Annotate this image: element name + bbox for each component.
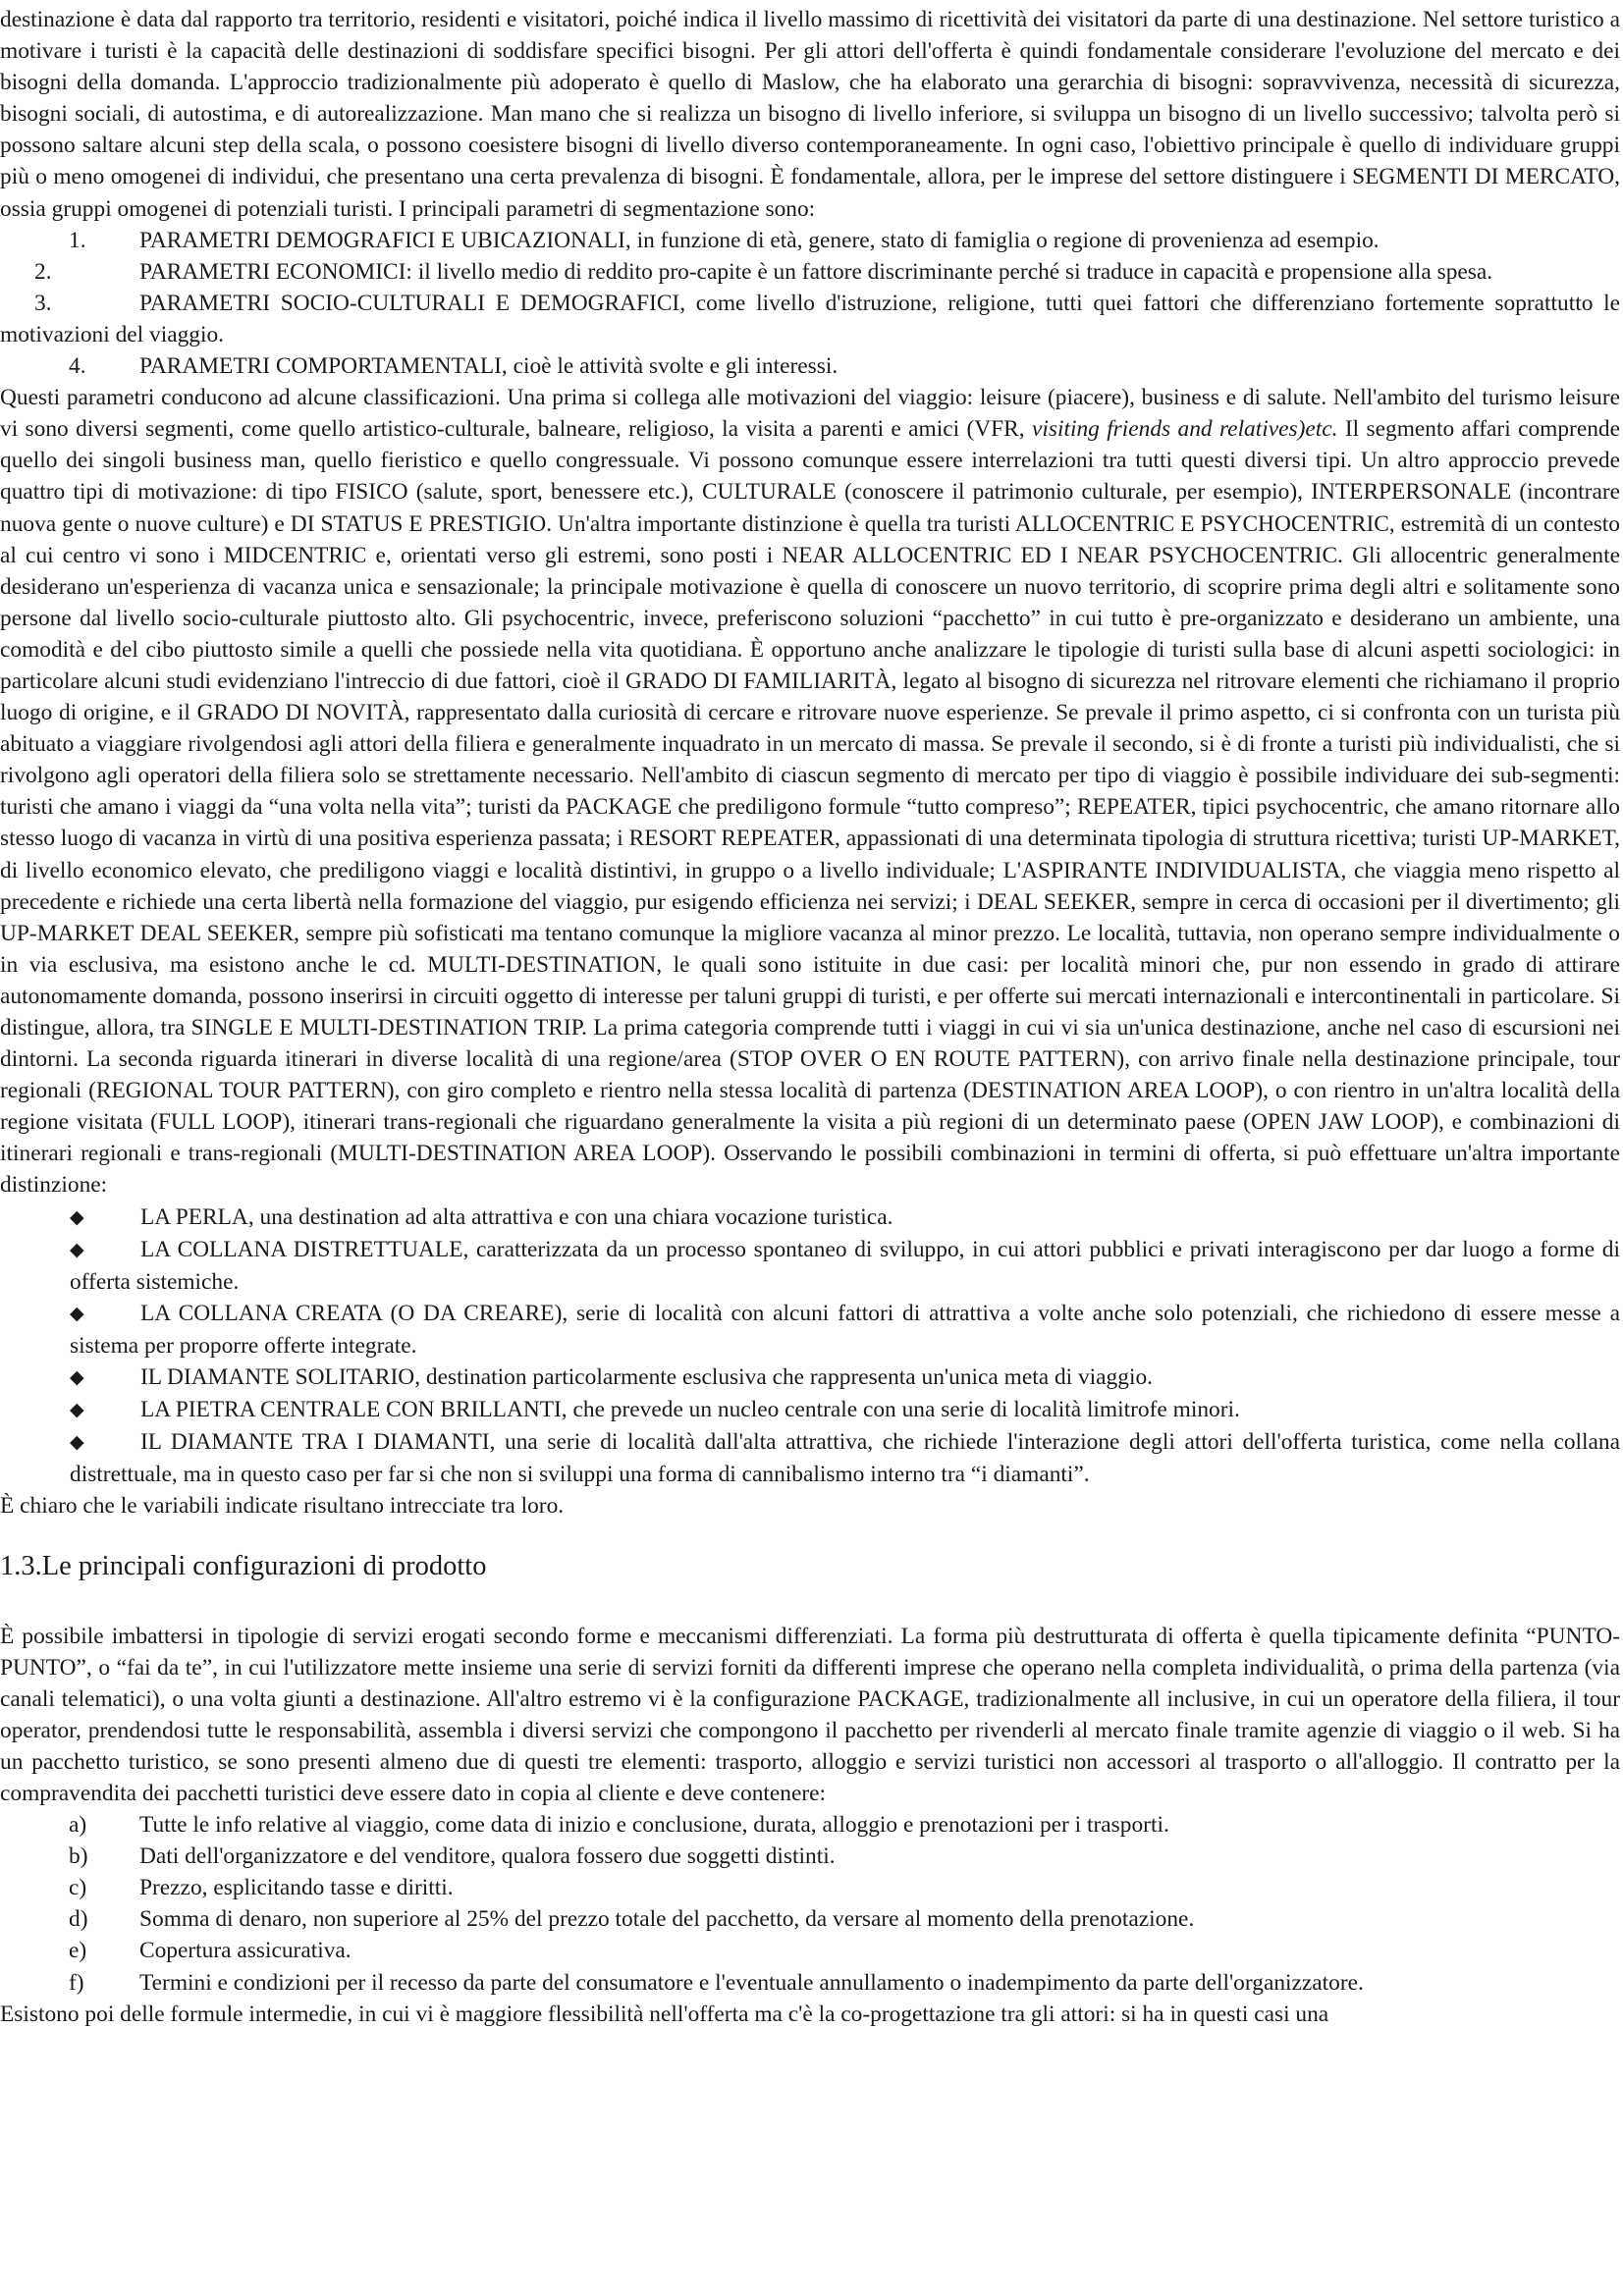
list-item [0, 1201, 1620, 1234]
list-item [0, 256, 1620, 288]
diamond-bullet-icon: ◆ [70, 1432, 84, 1454]
list-item [0, 1394, 1620, 1426]
list-marker: 4. [69, 353, 86, 380]
list-item [0, 1362, 1620, 1394]
section-heading: 1.3.Le principali configurazioni di prodotto [0, 1550, 487, 1581]
list-marker: e) [69, 1938, 87, 1964]
diamond-bullet-icon: ◆ [70, 1303, 84, 1324]
text-column [0, 4, 1620, 2030]
paragraph-classifications [0, 382, 1620, 1201]
list-item-text: IL DIAMANTE TRA I DIAMANTI, una serie di località dall'alta attrattiva, che richiede l'interazione degli attori dell'offerta turistica, come nella collana distrettuale, ma in questo caso per far si che non si sviluppi una forma di cannibalismo interno tra “i diamanti”. [70, 1429, 1620, 1488]
list-item-text: Somma di denaro, non superiore al 25% del prezzo totale del pacchetto, da versare al momento della prenotazione. [139, 1906, 1195, 1933]
list-marker: 3. [34, 290, 52, 316]
list-marker: d) [69, 1906, 88, 1933]
diamond-bullet-icon: ◆ [70, 1400, 84, 1421]
parameters-list [0, 225, 1620, 382]
list-item [0, 1967, 1620, 1999]
contract-items-list [0, 1809, 1620, 1999]
paragraph-italic-text: visiting friends and relatives)etc. [1031, 416, 1338, 443]
list-item-text: IL DIAMANTE SOLITARIO, destination particolarmente esclusiva che rappresenta un'unica meta di viaggio. [140, 1364, 1153, 1391]
list-item-text: Copertura assicurativa. [139, 1938, 352, 1964]
list-item-text: LA COLLANA DISTRETTUALE, caratterizzata da un processo spontaneo di sviluppo, in cui attori pubblici e privati interagiscono per dar luogo a forme di offerta sistemiche. [70, 1236, 1620, 1295]
list-marker: b) [69, 1843, 88, 1870]
list-item-text: Dati dell'organizzatore e del venditore, qualora fossero due soggetti distinti. [139, 1843, 836, 1870]
list-item-text: PARAMETRI SOCIO-CULTURALI E DEMOGRAFICI, come livello d'istruzione, religione, tutti quei fattori che differenziano fortemente soprattutto le motivazioni del viaggio. [0, 290, 1620, 347]
list-marker: a) [69, 1812, 87, 1839]
paragraph-intro: destinazione è data dal rapporto tra territorio, residenti e visitatori, poiché indica il livello massimo di ricettività dei visitatori da parte di una destinazione. Nel settore turistico a motivare i turisti è la capacità delle destinazioni di soddisfare specifici bisogni. Per gli attori dell'offerta è quindi fondamentale considerare l'evoluzione del mercato e dei bisogni della domanda. L'approccio tradizionalmente più adoperato è quello di Maslow, che ha elaborato una gerarchia di bisogni: sopravvivenza, necessità di sicurezza, bisogni sociali, di autostima, e di autorealizzazione. Man mano che si realizza un bisogno di livello inferiore, si sviluppa un bisogno di un livello successivo; talvolta però si possono saltare alcuni step della scala, o possono coesistere bisogni di livello diverso contemporaneamente. In ogni caso, l'obiettivo principale è quello di individuare gruppi più o meno omogenei di individui, che presentano una certa prevalenza di bisogni. È fondamentale, allora, per le imprese del settore distinguere i SEGMENTI DI MERCATO, ossia gruppi omogenei di potenziali turisti. I principali parametri di segmentazione sono: [0, 7, 1620, 222]
list-item [0, 1809, 1620, 1841]
diamond-bullet-icon: ◆ [70, 1239, 84, 1260]
list-item [0, 1903, 1620, 1935]
list-item-text: LA COLLANA CREATA (O DA CREARE), serie di località con alcuni fattori di attrattiva a volte anche solo potenziali, che richiedono di essere messe a sistema per proporre offerte integrate. [70, 1300, 1620, 1359]
list-item-text: LA PIETRA CENTRALE CON BRILLANTI, che prevede un nucleo centrale con una serie di località limitrofe minori. [140, 1397, 1240, 1423]
list-item-text: PARAMETRI DEMOGRAFICI E UBICAZIONALI, in funzione di età, genere, stato di famiglia o regione di provenienza ad esempio. [139, 227, 1380, 253]
list-item [0, 225, 1620, 256]
list-item [0, 350, 1620, 382]
list-marker: c) [69, 1875, 87, 1901]
list-item-text: Termini e condizioni per il recesso da parte del consumatore e l'eventuale annullamento o inadempimento da parte dell'organizzatore. [139, 1969, 1364, 1996]
list-item [0, 1234, 1620, 1298]
list-item-text: Tutte le info relative al viaggio, come data di inizio e conclusione, durata, alloggio e prenotazioni per i trasporti. [139, 1812, 1169, 1839]
offer-types-list [0, 1201, 1620, 1491]
list-item-text: LA PERLA, una destination ad alta attrattiva e con una chiara vocazione turistica. [140, 1203, 893, 1230]
diamond-bullet-icon: ◆ [70, 1206, 84, 1228]
paragraph-conclusion: È chiaro che le variabili indicate risultano intrecciate tra loro. [0, 1493, 565, 1520]
list-item-text: Prezzo, esplicitando tasse e diritti. [139, 1875, 454, 1901]
paragraph-text: Questi parametri conducono ad alcune classificazioni. Una prima si collega alle motivazioni del viaggio: leisure (piacere), business e di salute. Nell'ambito del turismo leisure vi sono diversi segmenti, come quello artistico-culturale, balneare, religioso, la visita a parenti e amici (VFR, [0, 385, 1620, 443]
diamond-bullet-icon: ◆ [70, 1367, 84, 1389]
list-item [0, 1935, 1620, 1966]
list-marker: 1. [69, 227, 86, 253]
list-item [0, 1426, 1620, 1490]
list-item [0, 1841, 1620, 1872]
paragraph-text: Il segmento affari comprende quello dei singoli business man, quello fieristico e quello congressuale. Vi possono comunque essere interrelazioni tra tutti questi diversi tipi. Un altro approccio prevede quattro tipi di motivazione: di tipo FISICO (salute, sport, benessere etc.), CULTURALE (conoscere il patrimonio culturale, per esempio), INTERPERSONALE (incontrare nuova gente o nuove culture) e DI STATUS E PRESTIGIO. Un'altra importante distinzione è quella tra turisti ALLOCENTRIC E PSYCHOCENTRIC, estremità di un contesto al cui centro vi sono i MIDCENTRIC e, orientati verso gli estremi, sono posti i NEAR ALLOCENTRIC ED I NEAR PSYCHOCENTRIC. Gli allocentric generalmente desiderano un'esperienza di vacanza unica e sensazionale; la principale motivazione è quella di conoscere un nuovo territorio, di scoprire prima degli altri e solitamente sono persone dal livello socio-culturale piuttosto alto. Gli psychocentric, invece, preferiscono soluzioni “pacchetto” in cui tutto è pre-organizzato e desiderano un ambiente, una comodità e del cibo piuttosto simile a quelli che possiede nella vita quotidiana. È opportuno anche analizzare le tipologie di turisti sulla base di alcuni aspetti sociologici: in particolare alcuni studi evidenziano l'intreccio di due fattori, cioè il GRADO DI FAMILIARITÀ, legato al bisogno di sicurezza nel ritrovare elementi che richiamano il proprio luogo di origine, e il GRADO DI NOVITÀ, rappresentato dalla curiosità di cercare e ritrovare nuove esperienze. Se prevale il primo aspetto, ci si confronta con un turista più abituato a viaggiare rivolgendosi agli attori della filiera e generalmente inquadrato in un mercato di massa. Se prevale il secondo, si è di fronte a turisti più individualisti, che si rivolgono agli operatori della filiera solo se strettamente necessario. Nell'ambito di ciascun segmento di mercato per tipo di viaggio è possibile individuare dei sub-segmenti: turisti che amano i viaggi da “una volta nella vita”; turisti da PACKAGE che prediligono formule “tutto compreso”; REPEATER, tipici psychocentric, che amano ritornare allo stesso luogo di vacanza in virtù di una positiva esperienza passata; i RESORT REPEATER, appassionati di una determinata tipologia di struttura ricettiva; turisti UP-MARKET, di livello economico elevato, che prediligono viaggi e località distintivi, in gruppo o a livello individuale; L'ASPIRANTE INDIVIDUALISTA, che viaggia meno rispetto al precedente e richiede una certa libertà nella formazione del viaggio, pur esigendo efficienza nei servizi; i DEAL SEEKER, sempre in cerca di occasioni per il divertimento; gli UP-MARKET DEAL SEEKER, sempre più sofisticati ma tentano comunque la migliore vacanza al minor prezzo. Le località, tuttavia, non operano sempre individualmente o in via esclusiva, ma esistono anche le cd. MULTI-DESTINATION, le quali sono istituite in due casi: per località minori che, pur non essendo in grado di attirare autonomamente domanda, possono inserirsi in circuiti oggetto di interesse per taluni gruppi di turisti, e per offerte sui mercati internazionali e intercontinentali in particolare. Si distingue, allora, tra SINGLE E MULTI-DESTINATION TRIP. La prima categoria comprende tutti i viaggi in cui vi sia un'unica destinazione, anche nel caso di escursioni nei dintorni. La seconda riguarda itinerari in diverse località di una regione/area (STOP OVER O EN ROUTE PATTERN), con arrivo finale nella destinazione principale, tour regionali (REGIONAL TOUR PATTERN), con giro completo e rientro nella stessa località di partenza (DESTINATION AREA LOOP), o con rientro in un'altra località della regione visitata (FULL LOOP), itinerari trans-regionali che riguardano generalmente la visita a più regioni di un determinato paese (OPEN JAW LOOP), e combinazioni di itinerari regionali e trans-regionali (MULTI-DESTINATION AREA LOOP). Osservando le possibili combinazioni in termini di offerta, si può effettuare un'altra importante distinzione: [0, 416, 1620, 1199]
list-item-text: PARAMETRI ECONOMICI: il livello medio di reddito pro-capite è un fattore discriminante perché si traduce in capacità e propensione alla spesa. [139, 258, 1493, 285]
list-marker: f) [69, 1969, 84, 1996]
list-item [0, 1298, 1620, 1362]
spacer [0, 1583, 1620, 1621]
list-item-text: PARAMETRI COMPORTAMENTALI, cioè le attività svolte e gli interessi. [139, 353, 839, 380]
list-marker: 2. [34, 258, 52, 285]
paragraph-intermediate-formulas: Esistono poi delle formule intermedie, in cui vi è maggiore flessibilità nell'offerta ma c'è la co-progettazione tra gli attori: si ha in questi casi una [0, 2001, 1329, 2027]
list-item [0, 1872, 1620, 1903]
list-item [0, 288, 1620, 350]
paragraph-configurations: È possibile imbattersi in tipologie di servizi erogati secondo forme e meccanismi differenziati. La forma più destrutturata di offerta è quella tipicamente definita “PUNTO-PUNTO”, o “fai da te”, in cui l'utilizzatore mette insieme una serie di servizi forniti da differenti imprese che operano nella completa individualità, o prima della partenza (via canali telematici), o una volta giunti a destinazione. All'altro estremo vi è la configurazione PACKAGE, tradizionalmente all inclusive, in cui un operatore della filiera, il tour operator, prendendosi tutte le responsabilità, assembla i diversi servizi che compongono il pacchetto per rivenderli al mercato finale tramite agenzie di viaggio o il web. Si ha un pacchetto turistico, se sono presenti almeno due di questi tre elementi: trasporto, alloggio e servizi turistici non accessori al trasporto o all'alloggio. Il contratto per la compravendita dei pacchetti turistici deve essere dato in copia al cliente e deve contenere: [0, 1623, 1620, 1806]
